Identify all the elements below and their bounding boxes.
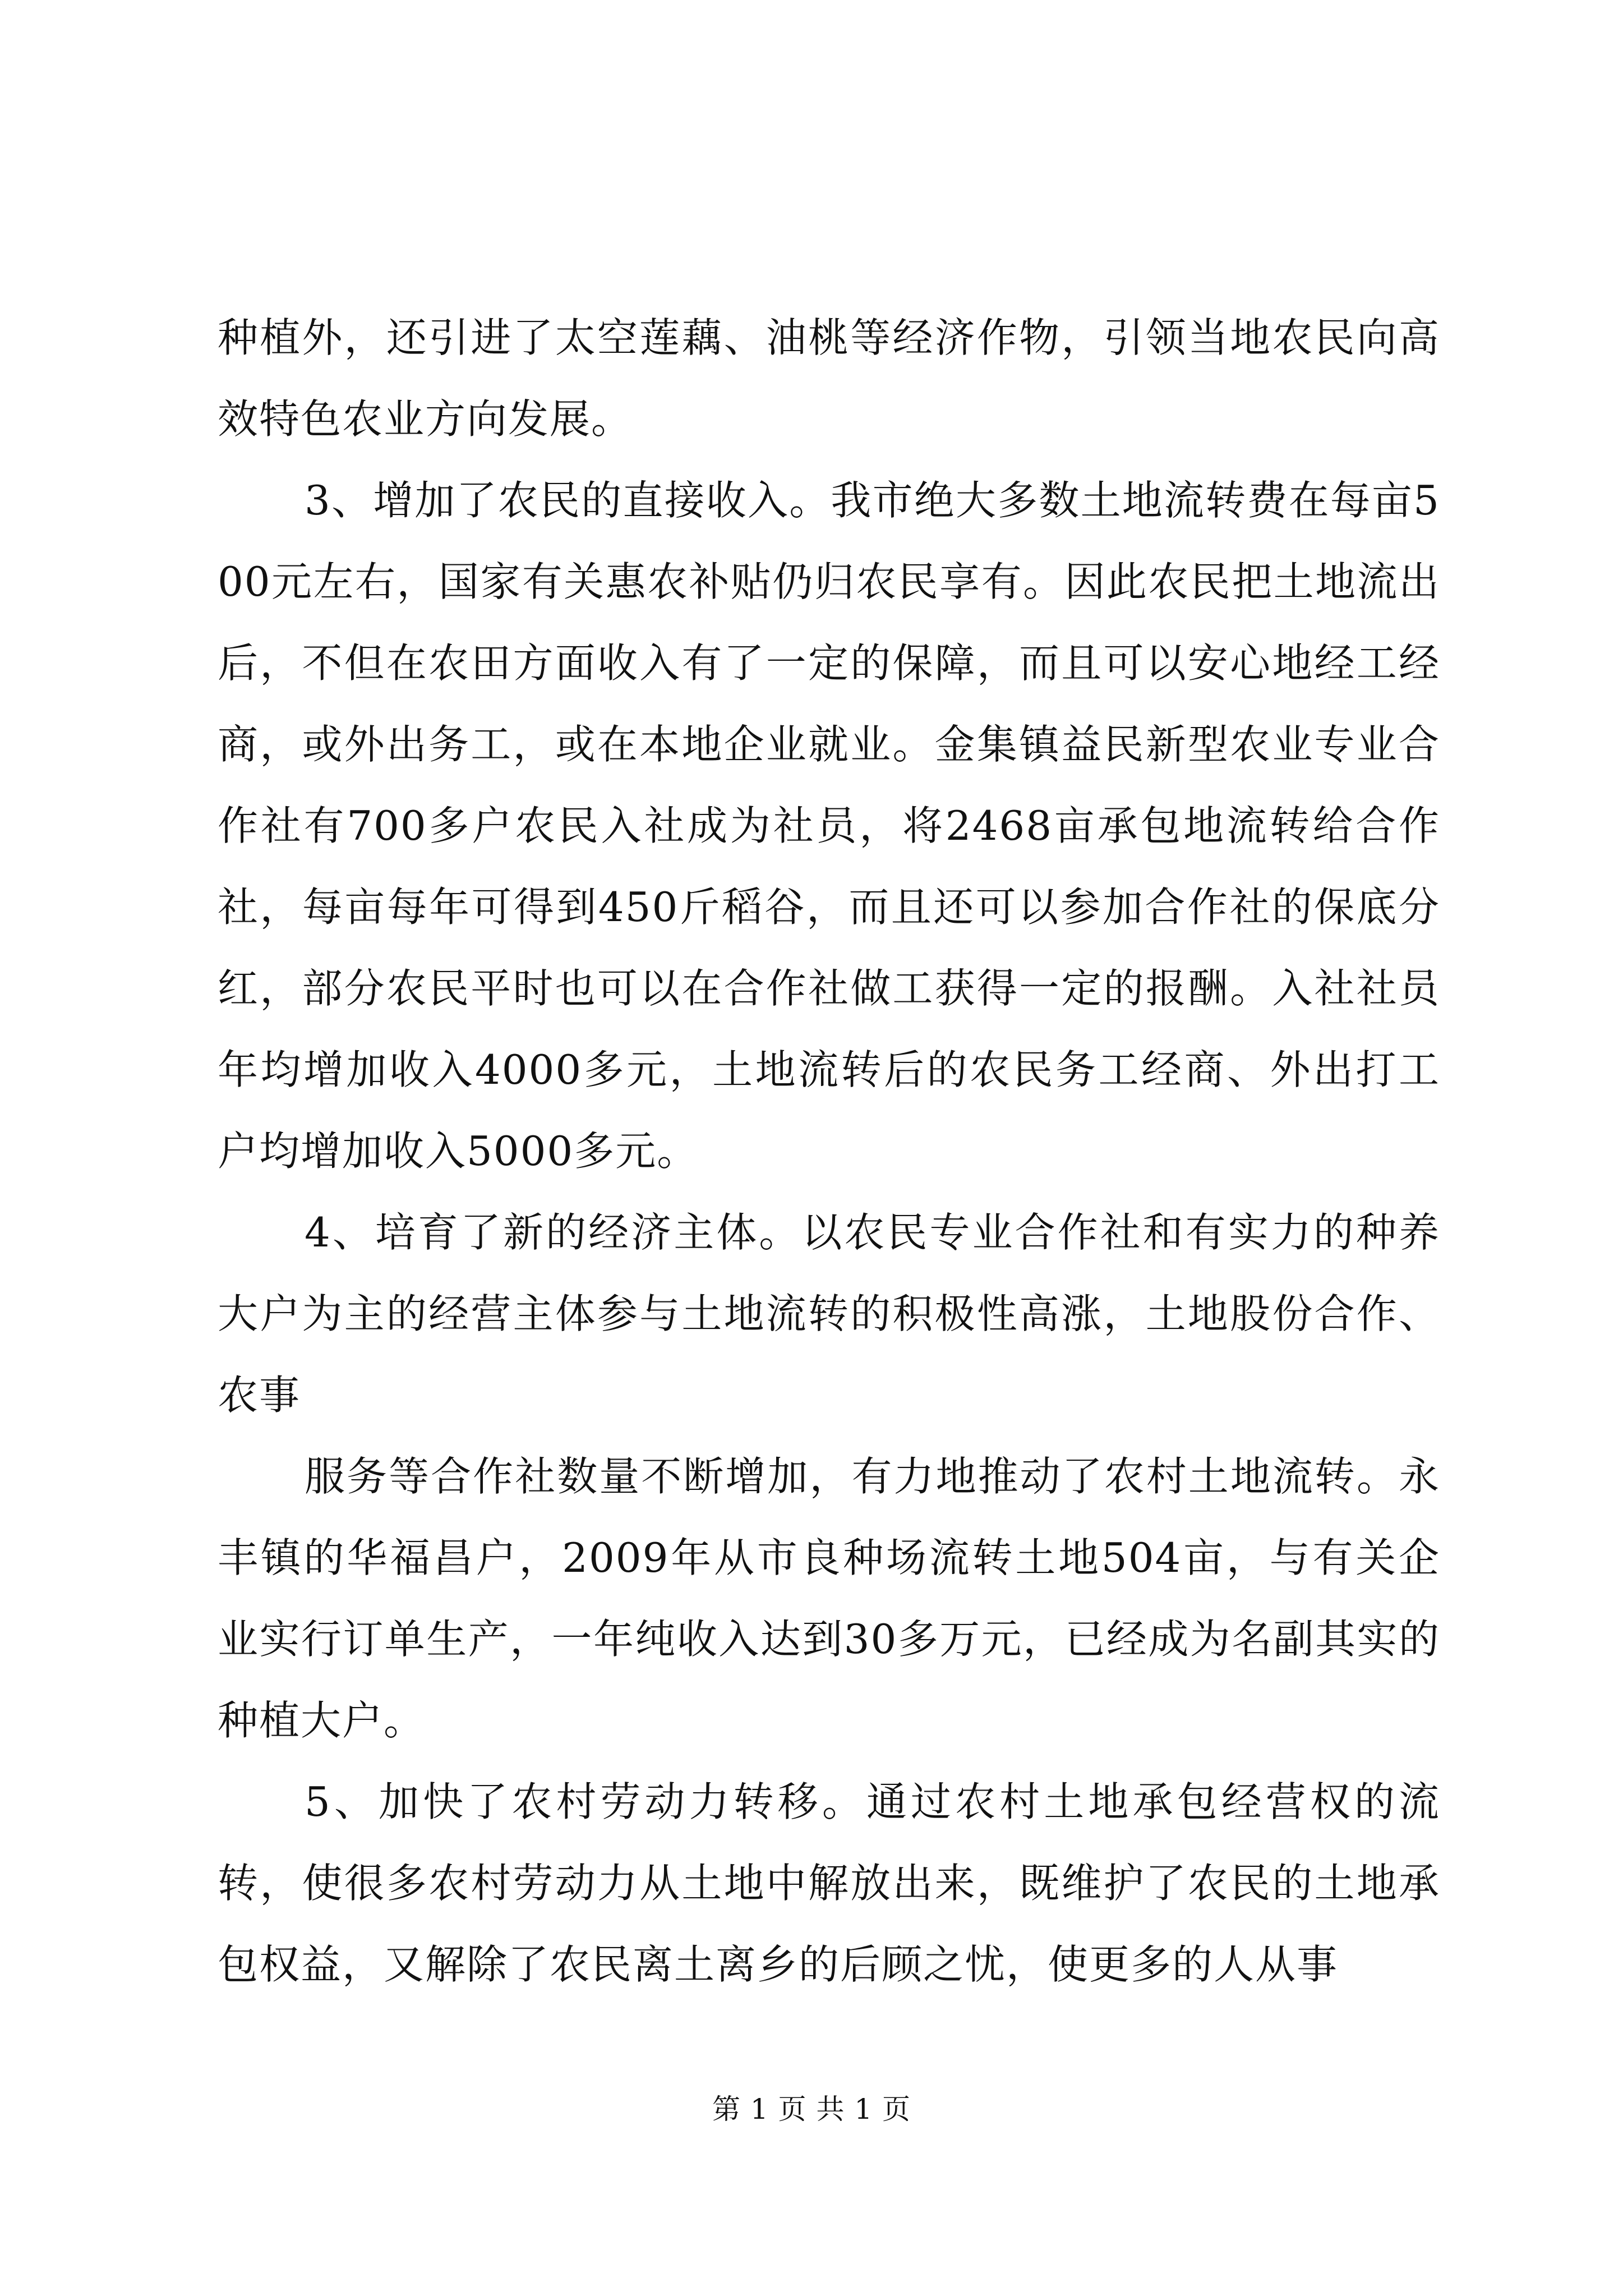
document-body (218, 297, 1440, 2005)
paragraph-2: 3、增加了农民的直接收入。我市绝大多数土地流转费在每亩500元左右，国家有关惠农补贴仍归农民享有。因此农民把土地流出后，不但在农田方面收入有了一定的保障，而且可以安心地经工经商，或外出务工，或在本地企业就业。金集镇益民新型农业专业合作社有700多户农民入社成为社员，将2468亩承包地流转给合作社，每亩每年可得到450斤稻谷，而且还可以参加合作社的保底分红，部分农民平时也可以在合作社做工获得一定的报酬。入社社员年均增加收入4000多元，土地流转后的农民务工经商、外出打工户均增加收入5000多元。 (218, 477, 1440, 1175)
paragraph-4: 服务等合作社数量不断增加，有力地推动了农村土地流转。永丰镇的华福昌户，2009年从市良种场流转土地504亩，与有关企业实行订单生产，一年纯收入达到30多万元，已经成为名副其实的种植大户。 (218, 1453, 1440, 1744)
paragraph-1: 种植外，还引进了太空莲藕、油桃等经济作物，引领当地农民向高效特色农业方向发展。 (218, 314, 1440, 443)
paragraph-5: 5、加快了农村劳动力转移。通过农村土地承包经营权的流转，使很多农村劳动力从土地中解放出来，既维护了农民的土地承包权益，又解除了农民离土离乡的后顾之忧，使更多的人从事 (218, 1778, 1440, 1988)
page-footer: 第 1 页 共 1 页 (712, 2093, 911, 2125)
paragraph-3: 4、培育了新的经济主体。以农民专业合作社和有实力的种养大户为主的经营主体参与土地流转的积极性高涨，土地股份合作、农事 (218, 1209, 1440, 1419)
